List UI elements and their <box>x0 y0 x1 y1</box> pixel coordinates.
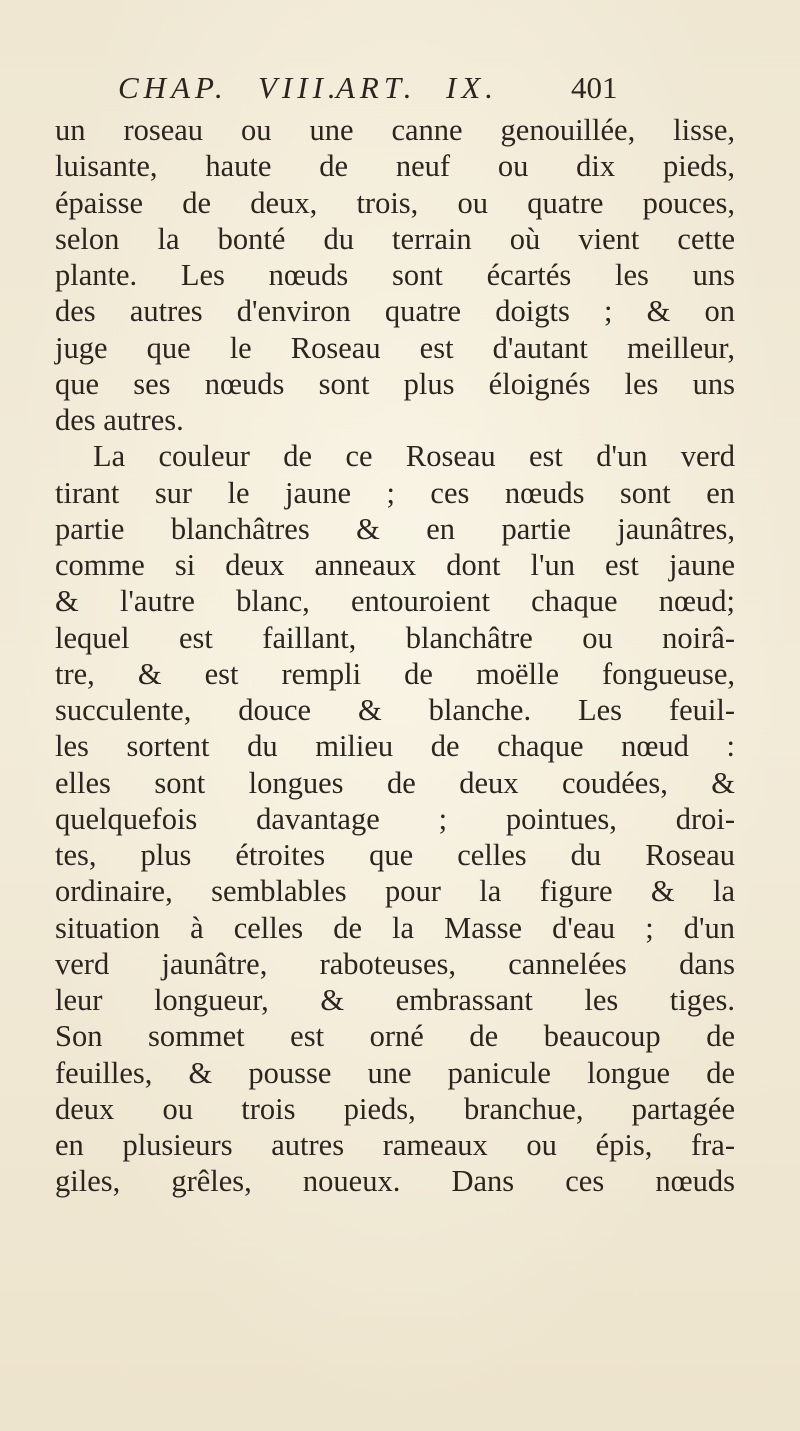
text-line: giles, grêles, noueux. Dans ces nœuds <box>55 1164 735 1199</box>
text-line: tes, plus étroites que celles du Roseau <box>55 838 735 872</box>
text-line: épaisse de deux, trois, ou quatre pouces, <box>55 185 735 220</box>
text-line: tre, & est rempli de moëlle fongueuse, <box>55 656 735 691</box>
text-line: ordinaire, semblables pour la figure & la <box>55 874 735 909</box>
article-label: ART. <box>336 70 417 105</box>
text-line: leur longueur, & embrassant les tiges. <box>55 983 735 1017</box>
text-line: Son sommet est orné de beaucoup de <box>55 1019 735 1054</box>
text-line: quelquefois davantage ; pointues, droi- <box>55 801 735 836</box>
text-line: elles sont longues de deux coudées, & <box>55 765 735 800</box>
chapter-label: CHAP. <box>118 70 228 105</box>
text-line: & l'autre blanc, entouroient chaque nœud; <box>55 584 735 619</box>
chapter-number: VIII. <box>258 70 341 105</box>
text-line: que ses nœuds sont plus éloignés les uns <box>55 366 735 401</box>
text-line: plante. Les nœuds sont écartés les uns <box>55 258 735 292</box>
text-line: selon la bonté du terrain où vient cette <box>55 221 735 256</box>
body-text <box>55 112 735 1200</box>
text-line: des autres. <box>55 403 184 437</box>
text-line: verd jaunâtre, raboteuses, cannelées dans <box>55 946 735 981</box>
text-line: un roseau ou une canne genouillée, lisse, <box>55 113 735 147</box>
text-line: les sortent du milieu de chaque nœud : <box>55 729 735 764</box>
text-line: des autres d'environ quatre doigts ; & on <box>55 294 735 329</box>
text-line: La couleur de ce Roseau est d'un verd <box>93 439 735 474</box>
text-line: feuilles, & pousse une panicule longue de <box>55 1055 735 1090</box>
text-line: comme si deux anneaux dont l'un est jaune <box>55 548 735 582</box>
text-line: succulente, douce & blanche. Les feuil- <box>55 693 735 727</box>
text-line: juge que le Roseau est d'autant meilleur, <box>55 330 735 365</box>
page-number: 401 <box>571 70 618 105</box>
text-line: lequel est faillant, blanchâtre ou noirâ- <box>55 620 735 655</box>
text-line: luisante, haute de neuf ou dix pieds, <box>55 149 735 184</box>
text-line: deux ou trois pieds, branchue, partagée <box>55 1091 735 1126</box>
text-line: en plusieurs autres rameaux ou épis, fra- <box>55 1128 735 1162</box>
text-line: partie blanchâtres & en partie jaunâtres, <box>55 511 735 546</box>
article-number: IX. <box>446 70 499 105</box>
running-header <box>118 66 718 110</box>
text-line: situation à celles de la Masse d'eau ; d'un <box>55 910 735 945</box>
text-line: tirant sur le jaune ; ces nœuds sont en <box>55 475 735 510</box>
